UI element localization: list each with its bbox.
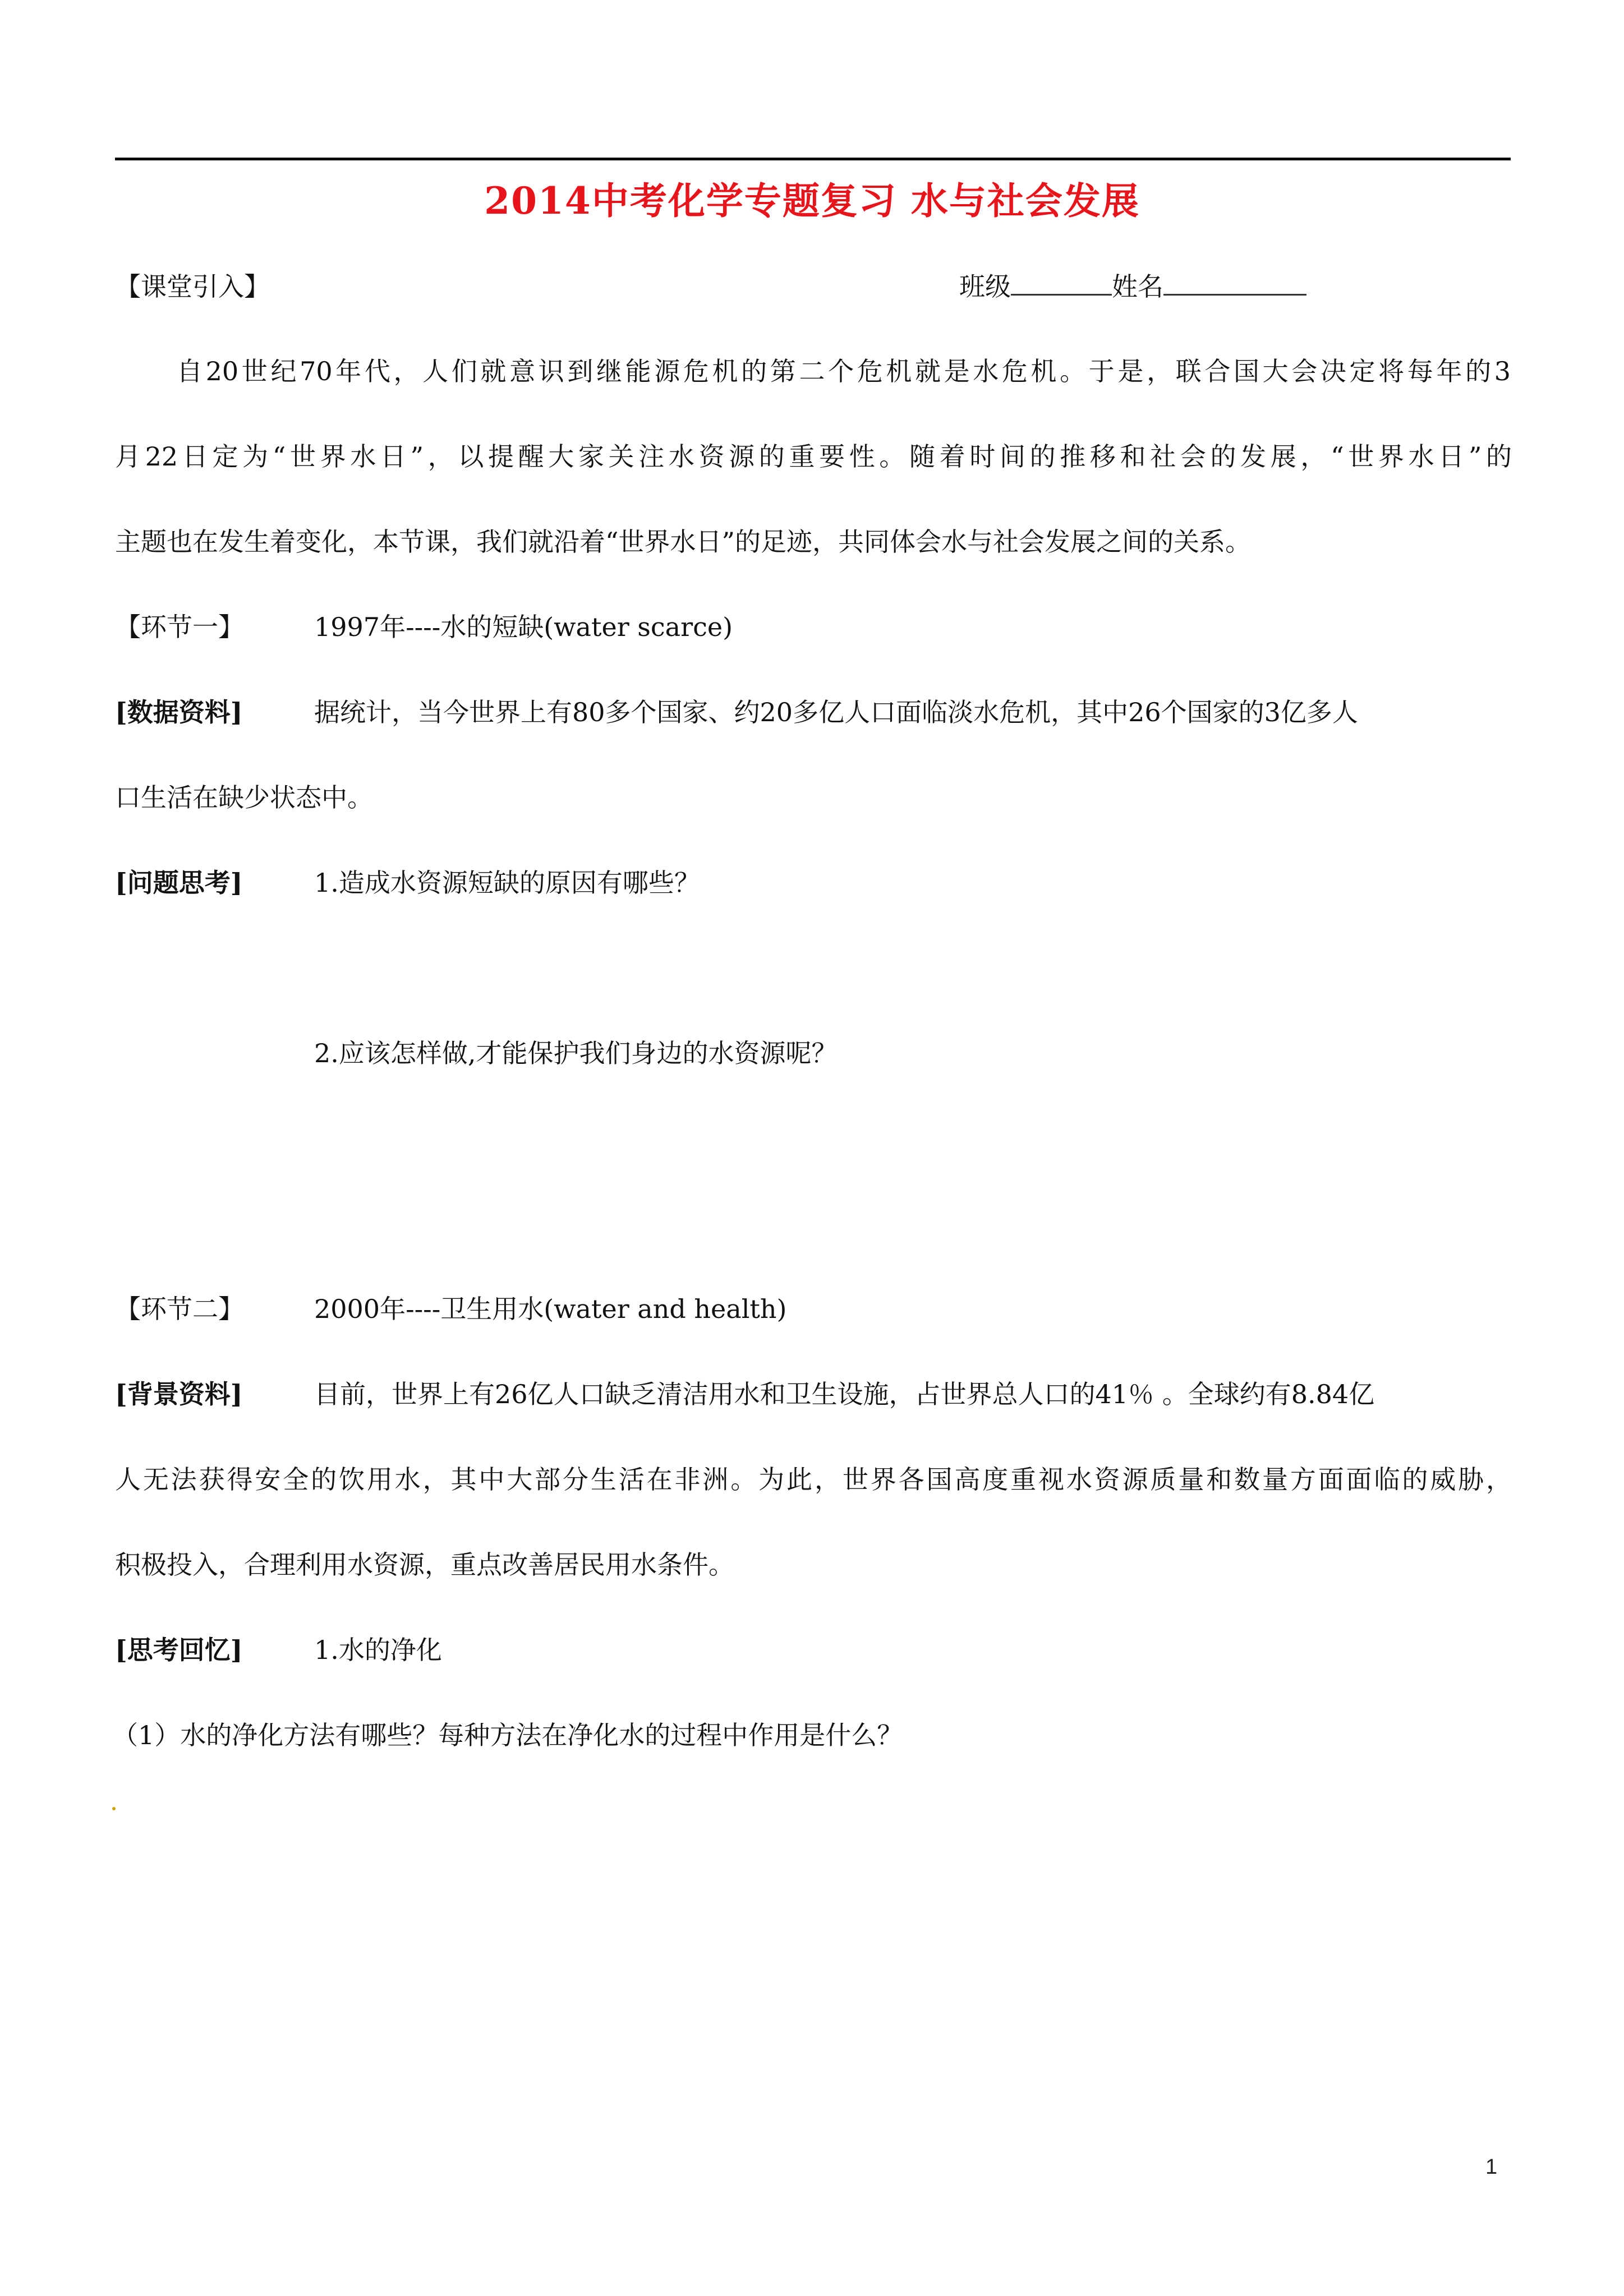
recall-question: （1）水的净化方法有哪些？每种方法在净化水的过程中作用是什么？ (112, 1720, 903, 1750)
section1-question-line (115, 861, 1512, 904)
name-label: 姓名 (1112, 271, 1163, 302)
section2-recall-line (115, 1629, 1512, 1671)
bg-label: [背景资料] (115, 1379, 243, 1409)
class-label: 班级 (959, 271, 1011, 302)
section1-heading: 1997年----水的短缺(water scarce) (314, 612, 733, 642)
class-name-fields (959, 265, 1306, 308)
section2-bg-line-1 (115, 1373, 1512, 1416)
section1-data-line-2: 口生活在缺少状态中。 (115, 782, 373, 813)
page-title: 2014中考化学专题复习 水与社会发展 (484, 179, 1140, 223)
intro-label: 【课堂引入】 (115, 271, 270, 302)
class-blank[interactable] (1011, 268, 1112, 296)
data-text-1: 据统计，当今世界上有80多个国家、约20多亿人口面临淡水危机，其中26个国家的3亿多人 (314, 697, 1358, 727)
question-1: 1.造成水资源短缺的原因有哪些？ (314, 868, 700, 898)
intro-paragraph-line-1: 自20世纪70年代，人们就意识到继能源危机的第二个危机就是水危机。于是，联合国大会决定将每年的3 (177, 356, 1511, 386)
data-label: [数据资料] (115, 697, 243, 727)
section1-data-line-1 (115, 691, 1512, 734)
question-2: 2.应该怎样做,才能保护我们身边的水资源呢？ (314, 1038, 838, 1068)
stray-dot-mark (112, 1807, 116, 1810)
section1-heading-line (115, 606, 1512, 648)
section2-heading: 2000年----卫生用水(water and health) (314, 1294, 787, 1324)
name-blank[interactable] (1163, 268, 1306, 296)
question-label: [问题思考] (115, 868, 243, 898)
recall-label: [思考回忆] (115, 1635, 243, 1665)
intro-paragraph-line-3: 主题也在发生着变化，本节课，我们就沿着“世界水日”的足迹，共同体会水与社会发展之间的关系。 (115, 527, 1252, 557)
section2-bg-line-3: 积极投入，合理利用水资源，重点改善居民用水条件。 (115, 1550, 734, 1580)
bg-text-1: 目前，世界上有26亿人口缺乏清洁用水和卫生设施，占世界总人口的41％ 。全球约有8.84亿 (314, 1379, 1375, 1409)
recall-item: 1.水的净化 (314, 1635, 442, 1665)
section1-label: 【环节一】 (115, 612, 244, 642)
section2-label: 【环节二】 (115, 1294, 244, 1324)
page-number: 1 (1485, 2155, 1498, 2179)
intro-paragraph-line-2: 月22日定为“世界水日”，以提醒大家关注水资源的重要性。随着时间的推移和社会的发展，“世界水日”的 (115, 441, 1512, 472)
section2-bg-line-2: 人无法获得安全的饮用水，其中大部分生活在非洲。为此，世界各国高度重视水资源质量和数量方面面临的威胁， (115, 1464, 1512, 1495)
header-rule (115, 158, 1511, 160)
section2-heading-line (115, 1288, 1512, 1330)
